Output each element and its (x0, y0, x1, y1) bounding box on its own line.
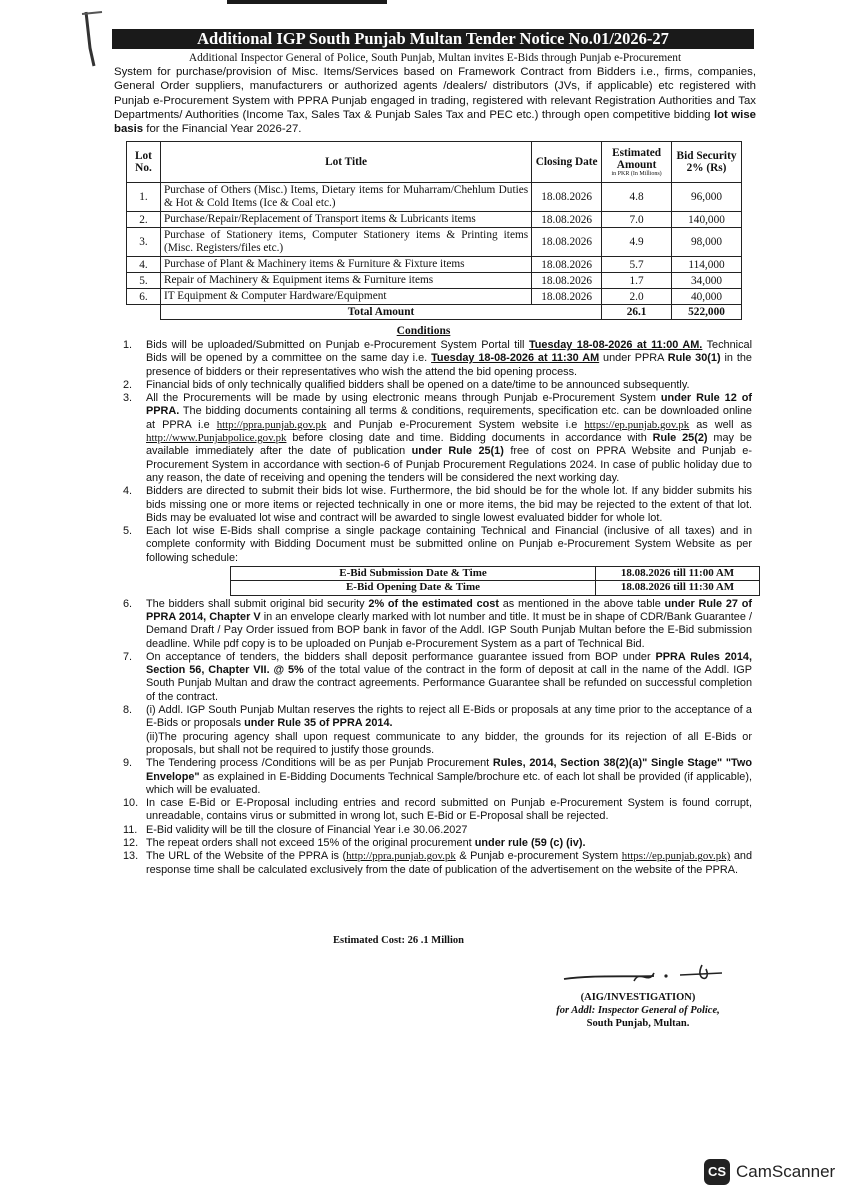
condition-number: 4. (123, 485, 133, 498)
table-row (127, 212, 742, 228)
table-row (127, 257, 742, 273)
lot-no: 6. (127, 289, 161, 305)
condition-bold: Rule 25(2) (652, 432, 708, 445)
lot-title: Repair of Machinery & Equipment items & Furniture items (160, 273, 531, 289)
condition-4 (115, 485, 752, 525)
lot-title: Purchase of Others (Misc.) Items, Dietary items for Muharram/Chehlum Duties & Hot & Cold Items (Ice & Coal etc.) (160, 183, 531, 212)
total-row (127, 305, 742, 320)
condition-text: (i) Addl. IGP South Punjab Multan reserves the rights to reject all E-Bids or proposals at any time prior to the acceptance of a E-Bids or proposals (146, 704, 752, 730)
condition-text: under PPRA (599, 352, 668, 365)
header-estimated (602, 142, 672, 183)
header-bid-security: Bid Security 2% (Rs) (672, 142, 742, 183)
condition-text: The bidders shall submit original bid security (146, 597, 369, 610)
header-estimated-unit: in PKR (In Millions) (611, 171, 662, 177)
condition-7 (115, 651, 752, 704)
closing-date: 18.08.2026 (532, 289, 602, 305)
condition-number: 11. (123, 823, 138, 836)
ebid-label: E-Bid Submission Date & Time (231, 567, 596, 581)
condition-bold: PPRA Rules 2014, Section 56, Chapter VII. @ 5% (146, 650, 752, 677)
condition-number: 5. (123, 525, 133, 538)
condition-text: as explained in E-Bidding Documents Technical Sample/brochure etc. of each lot shall be provided (if applicable), which will be evaluated. (146, 770, 752, 796)
estimated-amount: 5.7 (602, 257, 672, 273)
closing-date: 18.08.2026 (532, 228, 602, 257)
condition-3 (115, 392, 752, 485)
estimated-amount: 7.0 (602, 212, 672, 228)
lot-no: 2. (127, 212, 161, 228)
camscanner-logo-icon: CS (704, 1159, 730, 1185)
condition-bold: under Rule 27 of PPRA 2014, Chapter V (146, 597, 752, 623)
estimated-cost: Estimated Cost: 26 .1 Million (333, 935, 464, 946)
condition-subitem: (ii)The procuring agency shall upon request communicate to any bidder, the grounds for its rejection of all E-Bids or proposals, but shall not be required to justify those grounds. (146, 730, 752, 756)
condition-number: 7. (123, 650, 133, 663)
conditions-list (115, 339, 752, 877)
condition-text: The repeat orders shall not exceed 15% of the original procurement (146, 836, 475, 849)
intro-first-line: Additional Inspector General of Police, South Punjab, Multan invites E-Bids through Punjab e-Procurement (188, 52, 682, 64)
signature-block (548, 991, 728, 1030)
ebid-value: 18.08.2026 till 11:00 AM (596, 567, 760, 581)
condition-text: of the total value of the contract in the form of deposit at call in the name of the Addl. IGP South Punjab Multan and draw the contract agreements. Performance Guarantee shall be refunded on successful completion of the contract. (146, 664, 753, 703)
estimated-amount: 4.9 (602, 228, 672, 257)
ebid-schedule-table (230, 566, 760, 596)
condition-bold: under Rule 25(1) (411, 445, 504, 458)
condition-2 (115, 379, 752, 392)
condition-10 (115, 797, 752, 824)
condition-1 (115, 339, 752, 379)
total-security: 522,000 (672, 305, 742, 320)
lots-table (126, 141, 742, 320)
table-row (127, 183, 742, 212)
condition-text: Each lot wise E-Bids shall comprise a single package containing Technical and Financial (inclusive of all taxes) and in complete conformity with Bidding Document must be submitted online on Punjab e-Procurement System Website as per following schedule: (146, 525, 752, 564)
closing-date: 18.08.2026 (532, 212, 602, 228)
condition-number: 6. (123, 597, 133, 610)
conditions-heading: Conditions (396, 325, 451, 337)
condition-number: 12. (123, 836, 139, 849)
notice-title: Additional IGP South Punjab Multan Tender Notice No.01/2026-27 (112, 29, 754, 49)
condition-text: may be available immediately after the date of publication (146, 432, 752, 458)
intro-text: System for purchase/provision of Misc. Items/Services based on Framework Contract from Bidders i.e., firms, companies, General Order suppliers, manufacturers or authorized agents /dealers/ distributors (JVs, if applicable) etc registered with Punjab e-Procurement System with PPRA Punjab engaged in trading, registered with relevant Registration Authorities and Tax Departments/ Authorities (Income Tax, Sales Tax & Punjab Sales Tax and PEC etc.) through open competitive bidding (114, 66, 756, 121)
table-header-row (127, 142, 742, 183)
condition-number: 13. (123, 850, 139, 863)
condition-text: On acceptance of tenders, the bidders shall deposit performance guarantee issued from BOP under (146, 650, 656, 663)
condition-text: Bidders are directed to submit their bids lot wise. Furthermore, the bid should be for the whole lot. If any bidder submits his bids missing one or more items or rejected technically in one or more items, the bid may be rejected to the extent of that lot. Bids may be evaluated lot wise and contract will be awarded to single lowest evaluated bidder for whole lot. (146, 485, 752, 524)
closing-date: 18.08.2026 (532, 273, 602, 289)
ppra-link[interactable]: http://ppra.punjab.gov.pk (216, 418, 327, 431)
table-row (127, 289, 742, 305)
signatory-title: (AIG/INVESTIGATION) (580, 992, 696, 1003)
punjab-police-link[interactable]: http://www.Punjabpolice.gov.pk (146, 432, 287, 445)
bid-security: 98,000 (672, 228, 742, 257)
estimated-amount: 4.8 (602, 183, 672, 212)
lot-title: IT Equipment & Computer Hardware/Equipment (160, 289, 531, 305)
estimated-amount: 1.7 (602, 273, 672, 289)
header-lot-title: Lot Title (160, 142, 531, 183)
condition-text: & Punjab e-procurement System (455, 850, 622, 863)
header-lot-no: Lot No. (127, 142, 161, 183)
intro-bold: lot wise basis (114, 108, 756, 136)
condition-text: before closing date and time. Bidding documents in accordance with (286, 432, 653, 445)
condition-text: free of cost on PPRA Website and Punjab e-Procurement System in accordance with section-6 of Punjab Procurement Regulations 2024. In case of public holiday due to any reason, the date of receiving and opening the tenders will be considered the next working day. (146, 445, 752, 484)
condition-bold: Rules, 2014, Section 38(2)(a)" Single Stage" "Two Envelope" (146, 757, 753, 783)
ebid-label: E-Bid Opening Date & Time (231, 581, 596, 595)
condition-6 (115, 598, 752, 651)
condition-text: Bids will be uploaded/Submitted on Punjab e-Procurement System Portal till (146, 339, 529, 351)
condition-number: 1. (123, 339, 133, 351)
condition-number: 2. (123, 378, 133, 391)
signatory-location: South Punjab, Multan. (586, 1018, 690, 1029)
table-row (231, 567, 760, 581)
table-row (127, 273, 742, 289)
table-row (231, 581, 760, 595)
camscanner-watermark: CamScanner (736, 1162, 836, 1181)
total-label: Total Amount (160, 305, 601, 320)
bid-security: 114,000 (672, 257, 742, 273)
condition-text: The Tendering process /Conditions will be as per Punjab Procurement (146, 757, 493, 770)
condition-bold: under Rule 12 of PPRA. (146, 392, 752, 418)
lot-title: Purchase/Repair/Replacement of Transport items & Lubricants items (160, 212, 531, 228)
condition-bold: Tuesday 18-08-2026 at 11:00 AM. (528, 339, 703, 351)
condition-text: Financial bids of only technically qualified bidders shall be opened on a date/time to be announced subsequently. (146, 378, 690, 391)
condition-text: and response time shall be calculated exclusively from the date of publication of the advertisement on the website of the PPRA. (146, 850, 753, 876)
condition-bold: under rule (59 (c) (iv). (474, 836, 586, 849)
condition-text: In case E-Bid or E-Proposal including entries and record submitted on Punjab e-Procurement System is found corrupt, unreadable, contains virus or submitted in wrong lot, such E-Bid or E-Proposal shall be rejected. (146, 797, 752, 823)
condition-text: in the presence of bidders or their representatives who wish the attend the bid opening process. (146, 352, 752, 378)
condition-8 (115, 704, 752, 757)
scan-margin-mark-icon (80, 8, 110, 68)
condition-bold: Tuesday 18-08-2026 at 11:30 AM (431, 352, 600, 365)
condition-number: 9. (123, 757, 133, 770)
condition-11 (115, 824, 752, 837)
eprocurement-link[interactable]: https://ep.punjab.gov.pk (584, 418, 690, 431)
condition-bold: Rule 30(1) (667, 352, 721, 365)
condition-number: 3. (123, 392, 133, 405)
header-estimated-label: Estimated Amount (612, 147, 662, 171)
condition-5 (115, 525, 752, 565)
bid-security: 34,000 (672, 273, 742, 289)
bid-security: 96,000 (672, 183, 742, 212)
lot-title: Purchase of Stationery items, Computer Stationery items & Printing items (Misc. Registers/files etc.) (160, 228, 531, 257)
bid-security: 40,000 (672, 289, 742, 305)
lot-title: Purchase of Plant & Machinery items & Furniture & Fixture items (160, 257, 531, 273)
condition-12 (115, 837, 752, 850)
intro-paragraph (114, 51, 756, 136)
estimated-amount: 2.0 (602, 289, 672, 305)
condition-13 (115, 850, 752, 877)
condition-text: The URL of the Website of the PPRA is ( (146, 850, 347, 863)
table-row (127, 228, 742, 257)
lot-no: 3. (127, 228, 161, 257)
eprocurement-link[interactable]: https://ep.punjab.gov.pk) (621, 850, 731, 863)
condition-number: 8. (123, 704, 133, 717)
condition-text: in an envelope clearly marked with lot number and title. It must be in shape of CDR/Bank Guarantee / Demand Draft / Pay Order issued from BOP bank in favor of the Addl. IGP South Punjab Multan before the E-Bid submission deadline. While pdf copy is to be uploaded on Punjab e-Procurement System as a part of Technical Bid. (146, 610, 752, 650)
ppra-link[interactable]: http://ppra.punjab.gov.pk (346, 850, 456, 863)
closing-date: 18.08.2026 (532, 183, 602, 212)
condition-text: E-Bid validity will be till the closure of Financial Year i.e 30.06.2027 (146, 823, 468, 836)
condition-text: The bidding documents containing all terms & conditions, requirements, specification etc. can be downloaded online at PPRA i.e (146, 405, 752, 431)
condition-text: as mentioned in the above table (498, 597, 665, 610)
lot-no: 1. (127, 183, 161, 212)
header-closing-date: Closing Date (532, 142, 602, 183)
lot-no: 4. (127, 257, 161, 273)
scan-edge-mark (227, 0, 387, 4)
condition-number: 10. (123, 797, 139, 810)
condition-bold: under Rule 35 of PPRA 2014. (244, 717, 393, 730)
lot-no: 5. (127, 273, 161, 289)
bid-security: 140,000 (672, 212, 742, 228)
total-amount: 26.1 (602, 305, 672, 320)
intro-end: for the Financial Year 2026-27. (143, 123, 302, 136)
ebid-value: 18.08.2026 till 11:30 AM (596, 581, 760, 595)
condition-bold: 2% of the estimated cost (368, 597, 499, 610)
closing-date: 18.08.2026 (532, 257, 602, 273)
condition-text: as well as (689, 418, 753, 431)
signature-icon (562, 961, 732, 991)
signatory-office: for Addl: Inspector General of Police, (556, 1005, 720, 1016)
condition-text: All the Procurements will be made by using electronic means through Punjab e-Procurement System (146, 392, 661, 405)
condition-text: and Punjab e-Procurement System website i.e (326, 418, 585, 431)
condition-text: Technical Bids will be opened by a committee on the same day i.e. (146, 339, 753, 365)
condition-9 (115, 757, 752, 797)
